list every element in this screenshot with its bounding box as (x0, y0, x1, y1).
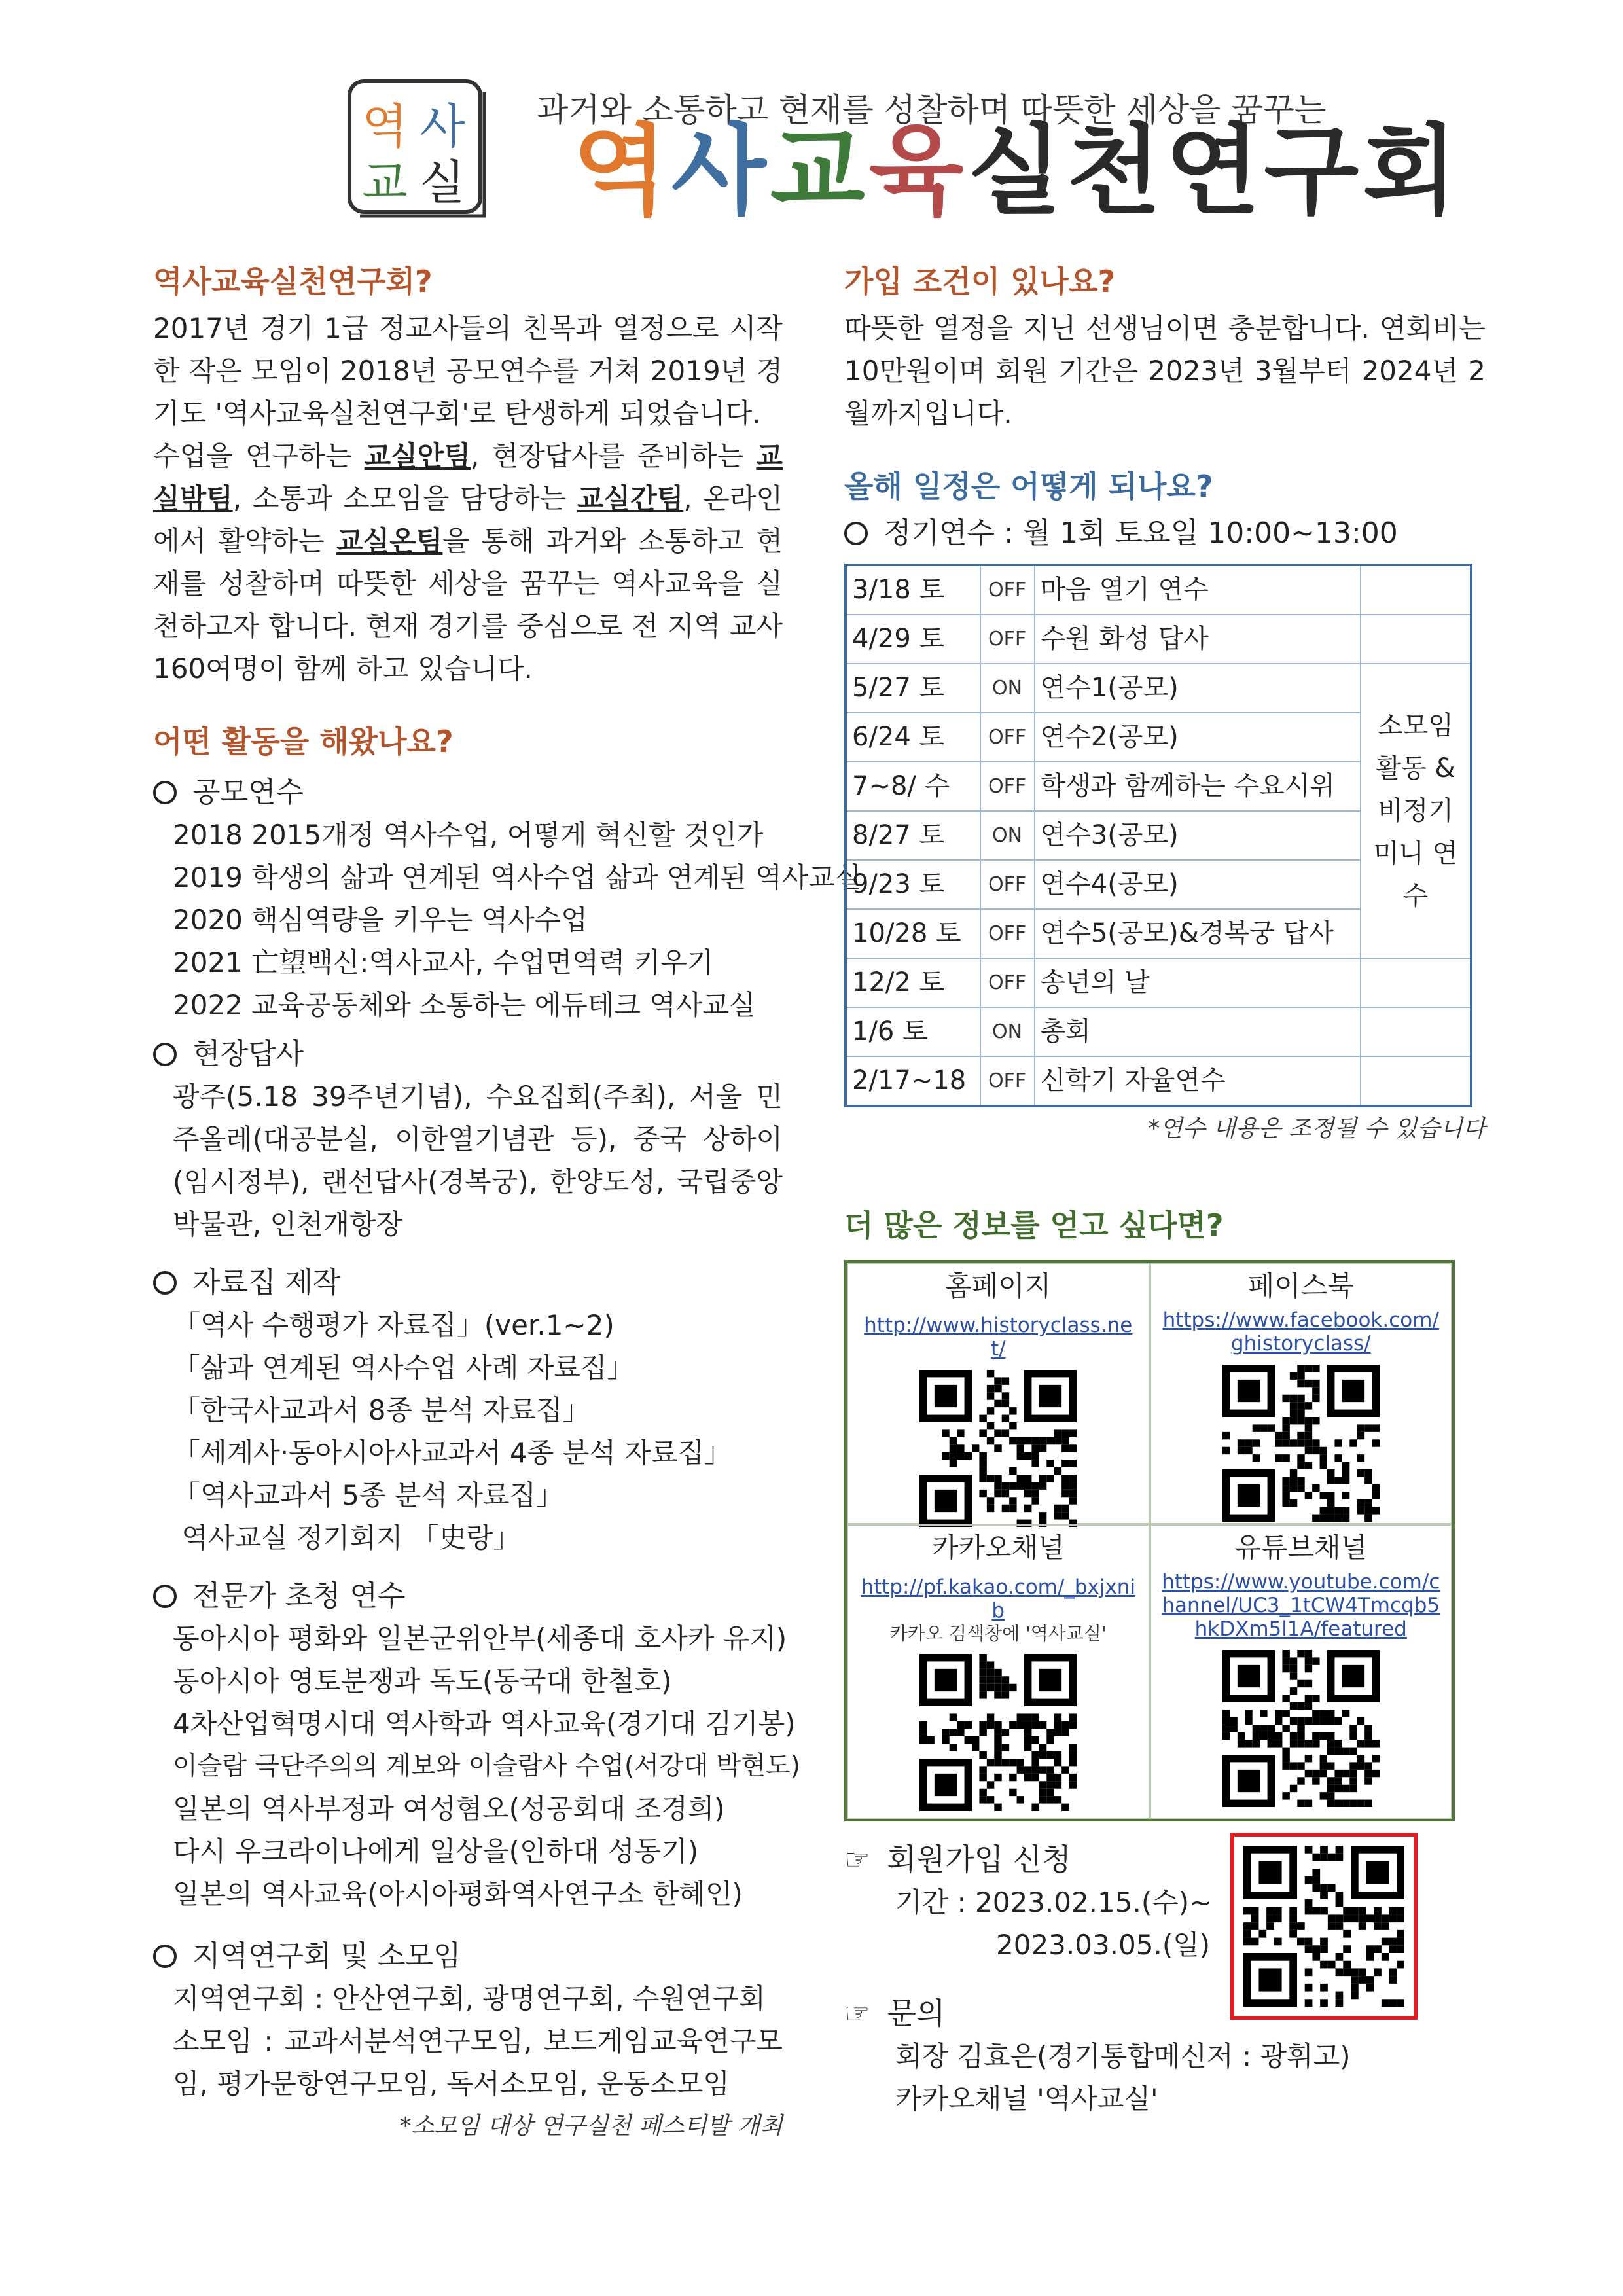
kakao-link[interactable]: http://pf.kakao.com/_bxjxnib (861, 1575, 1136, 1623)
schedule-side-empty (1361, 565, 1471, 615)
list-item: 동아시아 평화와 일본군위안부(세종대 호사카 유지) (173, 1623, 787, 1655)
signup-period: 기간 : 2023.02.15.(수)~ (895, 1886, 1213, 1918)
schedule-side-empty (1361, 1007, 1471, 1056)
title-char: 교 (770, 115, 869, 228)
join-text: 따뜻한 열정을 지닌 선생님이면 충분합니다. 연회비는 10만원이며 회원 기간은 2023년 3월부터 2024년 2월까지입니다. (844, 312, 1486, 429)
schedule-mode: OFF (980, 860, 1035, 909)
signup-title: 회원가입 신청 (887, 1842, 1071, 1877)
schedule-date: 7~8/ 수 (846, 762, 980, 811)
team-name: 교실간팀 (577, 482, 684, 514)
training-title: 공모연수 (192, 776, 304, 809)
schedule-date: 9/23 토 (846, 860, 980, 909)
experts-list (153, 1617, 800, 1915)
about-paragraph-2 (153, 435, 783, 690)
list-item: 이슬람 극단주의의 계보와 이슬람사 수업(서강대 박현도) (173, 1751, 800, 1781)
list-item: 2021 亡望백신:역사교사, 수업면역력 키우기 (173, 946, 714, 978)
materials-heading (153, 1261, 783, 1304)
schedule-row (846, 1056, 1471, 1106)
schedule-heading: 올해 일정은 어떻게 되나요? (844, 469, 1213, 504)
schedule-side-empty (1361, 958, 1471, 1007)
list-item: 「역사교과서 5종 분석 자료집」 (173, 1479, 564, 1511)
schedule-title: 연수3(공모) (1035, 811, 1361, 860)
left-column (153, 259, 862, 2147)
about-text: , 현장답사를 준비하는 (470, 440, 757, 472)
schedule-date: 12/2 토 (846, 958, 980, 1007)
kakao-label: 카카오채널 (931, 1532, 1065, 1564)
list-item: 2018 2015개정 역사수업, 어떻게 혁신할 것인가 (173, 819, 764, 851)
title-char: 구 (1264, 115, 1363, 228)
logo-char-sil: 실 (419, 155, 465, 210)
about-heading: 역사교육실천연구회? (153, 264, 433, 299)
circle-bullet-icon (844, 522, 868, 545)
list-item: 4차산업혁명시대 역사학과 역사교육(경기대 김기봉) (173, 1708, 796, 1740)
schedule-mode: OFF (980, 1056, 1035, 1106)
list-item: 2020 핵심역량을 키우는 역사수업 (173, 904, 588, 936)
activities-heading: 어떤 활동을 해왔나요? (153, 724, 454, 759)
field-text: 광주(5.18 39주년기념), 수요집회(주최), 서울 민주올레(대공분실, 이한열기념관 등), 중국 상하이(임시정부), 랜선답사(경복궁), 한양도성, 국립중앙박물관, 인천개항장 (173, 1081, 783, 1240)
list-item: 「한국사교과서 8종 분석 자료집」 (173, 1394, 590, 1426)
schedule-date: 5/27 토 (846, 664, 980, 713)
schedule-row (846, 664, 1471, 713)
homepage-link[interactable]: http://www.historyclass.net/ (864, 1314, 1133, 1361)
info-grid (844, 1260, 1455, 1821)
schedule-title: 신학기 자율연수 (1035, 1056, 1361, 1106)
materials-list (153, 1304, 783, 1559)
facebook-link[interactable]: https://www.facebook.com/ghistoryclass/ (1162, 1308, 1439, 1355)
youtube-link[interactable]: https://www.youtube.com/channel/UC3_1tCW4Tmcqb5hkDXm5l1A/featured (1162, 1570, 1440, 1641)
schedule-title: 연수1(공모) (1035, 664, 1361, 713)
qr-code-icon[interactable] (919, 1370, 1077, 1527)
page-title (573, 115, 1462, 228)
schedule-row (846, 615, 1471, 664)
list-item: 일본의 역사부정과 여성혐오(성공회대 조경희) (173, 1793, 725, 1825)
tagline: 과거와 소통하고 현재를 성찰하며 따뜻한 세상을 꿈꾸는 (537, 91, 1327, 129)
list-item: 2022 교육공동체와 소통하는 에듀테크 역사교실 (173, 989, 756, 1021)
circle-bullet-icon (153, 1585, 177, 1608)
title-char: 회 (1363, 115, 1462, 228)
homepage-cell (847, 1263, 1150, 1524)
team-name: 교실온팀 (336, 525, 443, 557)
schedule-row (846, 565, 1471, 615)
circle-bullet-icon (153, 1043, 177, 1066)
groups-note: *소모임 대상 연구실천 페스티발 개최 (399, 2113, 783, 2140)
schedule-row (846, 958, 1471, 1007)
facebook-cell (1150, 1263, 1453, 1524)
kakao-cell (847, 1524, 1150, 1819)
regular-schedule-text: 정기연수 : 월 1회 토요일 10:00~13:00 (883, 516, 1398, 550)
schedule-row (846, 1007, 1471, 1056)
schedule-side-empty (1361, 1056, 1471, 1106)
info-heading: 더 많은 정보를 얻고 싶다면? (844, 1208, 1224, 1243)
schedule-mode: OFF (980, 565, 1035, 615)
title-char: 실 (967, 115, 1067, 228)
list-item: 역사교실 정기회지 「史랑」 (173, 1522, 521, 1554)
about-text: 을 통해 과거와 소통하고 현재를 성찰하며 따뜻한 세상을 꿈꾸는 역사교육을 실천하고자 합니다. 현재 경기를 중심으로 전 지역 교사 160여명이 함께 하고 있습니다. (153, 525, 783, 685)
schedule-mode: OFF (980, 615, 1035, 664)
team-name: 교실밖팀 (153, 440, 783, 514)
youtube-label: 유튜브채널 (1234, 1532, 1368, 1564)
schedule-title: 수원 화성 답사 (1035, 615, 1361, 664)
youtube-cell (1150, 1524, 1453, 1819)
list-item: 2019 학생의 삶과 연계된 역사수업 삶과 연계된 역사교실 (173, 861, 862, 893)
kakao-search-hint: 카카오 검색창에 '역사교실' (889, 1623, 1107, 1644)
schedule-mode: ON (980, 811, 1035, 860)
team-name: 교실안팀 (364, 440, 471, 472)
schedule-note: *연수 내용은 조정될 수 있습니다 (1148, 1115, 1486, 1142)
contact-line: 회장 김효은(경기통합메신저 : 광휘고) (895, 2040, 1351, 2072)
pointing-hand-icon: ☞ (844, 1843, 870, 1876)
circle-bullet-icon (153, 1945, 177, 1968)
qr-code-icon[interactable] (1243, 1846, 1404, 2007)
facebook-label: 페이스북 (1247, 1270, 1354, 1302)
signup-qr-code[interactable] (1230, 1833, 1418, 2020)
schedule-date: 4/29 토 (846, 615, 980, 664)
schedule-table (844, 564, 1472, 1107)
logo-char-yeok: 역 (362, 99, 408, 154)
materials-title: 자료집 제작 (192, 1266, 341, 1299)
about-text: , 소통과 소모임을 담당하는 (232, 482, 577, 514)
schedule-mode: OFF (980, 713, 1035, 762)
groups-heading (153, 1935, 783, 1977)
field-title: 현장답사 (192, 1037, 304, 1071)
list-item: 「삶과 연계된 역사수업 사례 자료집」 (173, 1352, 635, 1384)
schedule-mode: OFF (980, 762, 1035, 811)
qr-code-icon[interactable] (919, 1654, 1077, 1811)
schedule-title: 학생과 함께하는 수요시위 (1035, 762, 1361, 811)
title-char: 천 (1066, 115, 1166, 228)
schedule-title: 연수2(공모) (1035, 713, 1361, 762)
schedule-date: 1/6 토 (846, 1007, 980, 1056)
schedule-mode: OFF (980, 958, 1035, 1007)
logo-char-gyo: 교 (362, 155, 408, 210)
training-list (153, 814, 862, 1026)
list-item: 「세계사·동아시아사교과서 4종 분석 자료집」 (173, 1437, 732, 1469)
regular-schedule (844, 512, 1486, 554)
title-char: 연 (1165, 115, 1264, 228)
schedule-mode: ON (980, 664, 1035, 713)
title-char: 역 (573, 115, 671, 228)
schedule-mode: ON (980, 1007, 1035, 1056)
circle-bullet-icon (153, 781, 177, 804)
qr-code-icon[interactable] (1222, 1650, 1380, 1807)
schedule-side-empty (1361, 615, 1471, 664)
schedule-title: 마음 열기 연수 (1035, 565, 1361, 615)
contact-line: 카카오채널 '역사교실' (895, 2083, 1158, 2115)
contact-title: 문의 (887, 1996, 946, 2031)
schedule-title: 송년의 날 (1035, 958, 1361, 1007)
groups-text (153, 1977, 783, 2105)
qr-code-icon[interactable] (1222, 1365, 1380, 1522)
field-heading (153, 1033, 783, 1075)
groups-line: 지역연구회 : 안산연구회, 광명연구회, 수원연구회 (173, 1982, 766, 2015)
schedule-title: 연수5(공모)&경복궁 답사 (1035, 909, 1361, 958)
logo-char-sa: 사 (419, 99, 465, 154)
schedule-title: 연수4(공모) (1035, 860, 1361, 909)
schedule-side-label: 소모임 활동 & 비정기 미니 연수 (1361, 664, 1471, 958)
training-heading (153, 771, 783, 814)
experts-title: 전문가 초청 연수 (192, 1579, 406, 1613)
groups-line: 소모임 : 교과서분석연구모임, 보드게임교육연구모임, 평가문항연구모임, 독서소모임, 운동소모임 (173, 2025, 783, 2100)
join-heading: 가입 조건이 있나요? (844, 264, 1116, 299)
title-char: 사 (671, 115, 770, 228)
groups-title: 지역연구회 및 소모임 (192, 1939, 461, 1973)
list-item: 다시 우크라이나에게 일상을(인하대 성동기) (173, 1835, 699, 1867)
schedule-date: 8/27 토 (846, 811, 980, 860)
experts-heading (153, 1575, 783, 1617)
list-item: 「역사 수행평가 자료집」(ver.1~2) (173, 1309, 615, 1341)
schedule-date: 2/17~18 (846, 1056, 980, 1106)
list-item: 일본의 역사교육(아시아평화역사연구소 한혜인) (173, 1878, 743, 1910)
logo (346, 77, 496, 228)
homepage-label: 홈페이지 (945, 1270, 1052, 1302)
about-text: , 온라인에서 활약하는 (153, 482, 783, 557)
list-item: 동아시아 영토분쟁과 독도(동국대 한철호) (173, 1665, 672, 1697)
about-text: 수업을 연구하는 (153, 440, 365, 472)
schedule-mode: OFF (980, 909, 1035, 958)
schedule-title: 총회 (1035, 1007, 1361, 1056)
schedule-date: 6/24 토 (846, 713, 980, 762)
about-paragraph-1: 2017년 경기 1급 정교사들의 친목과 열정으로 시작한 작은 모임이 2018년 공모연수를 거쳐 2019년 경기도 '역사교육실천연구회'로 탄생하게 되었습니다. (153, 312, 783, 429)
circle-bullet-icon (153, 1271, 177, 1295)
schedule-date: 10/28 토 (846, 909, 980, 958)
signup-period: 2023.03.05.(일) (996, 1929, 1211, 1961)
title-char: 육 (868, 115, 968, 228)
schedule-date: 3/18 토 (846, 565, 980, 615)
pointing-hand-icon: ☞ (844, 1997, 870, 2030)
